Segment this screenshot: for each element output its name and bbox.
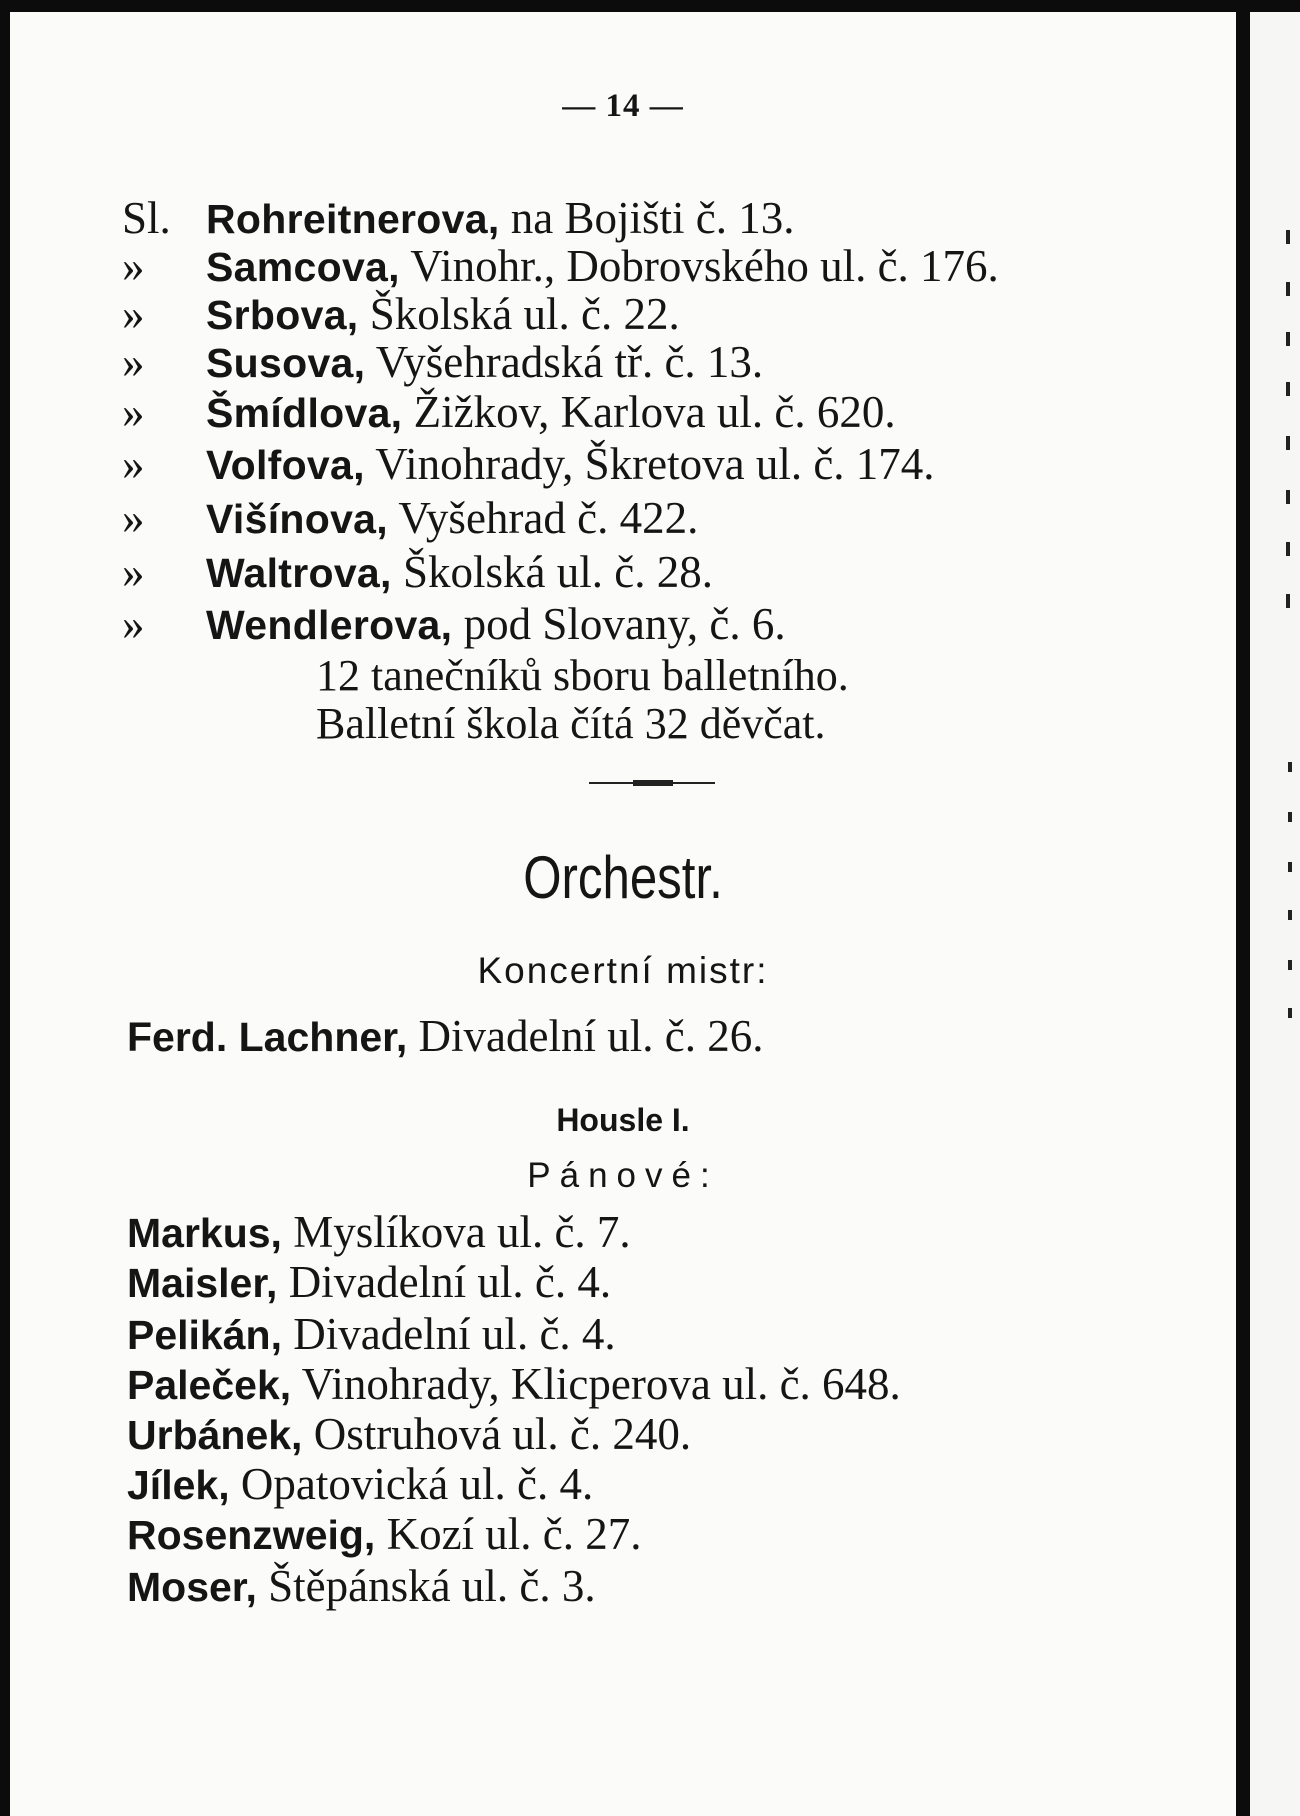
dancer-address: na Bojišti č. 13. (510, 193, 795, 243)
musician-address: Ostruhová ul. č. 240. (313, 1409, 692, 1459)
adjacent-page-mark (1286, 282, 1290, 296)
concertmaster-address: Divadelní ul. č. 26. (418, 1011, 764, 1061)
list-item (127, 1309, 616, 1359)
dancer-address: Žižkov, Karlova ul. č. 620. (413, 387, 896, 437)
list-item (127, 1509, 642, 1559)
musician-name: Moser, (127, 1564, 257, 1610)
list-marker: Sl. (122, 193, 171, 243)
musician-name: Rosenzweig, (127, 1512, 376, 1558)
list-item (122, 337, 764, 387)
adjacent-page-mark (1286, 490, 1290, 504)
musician-name: Jílek, (127, 1462, 230, 1508)
dancer-name: Višínova, (206, 496, 388, 542)
musician-name: Urbánek, (127, 1412, 303, 1458)
dancer-address: Vinohrady, Škretova ul. č. 174. (375, 439, 935, 489)
list-marker: » (122, 599, 145, 649)
dancer-name: Samcova, (206, 244, 400, 290)
dancer-name: Susova, (206, 340, 366, 386)
list-item (127, 1409, 692, 1459)
dancer-name: Rohreitnerova, (206, 196, 500, 242)
list-item (127, 1257, 612, 1307)
adjacent-page-mark (1286, 436, 1290, 450)
list-item (122, 493, 699, 543)
adjacent-page-mark (1286, 230, 1290, 244)
musician-address: Divadelní ul. č. 4. (293, 1309, 616, 1359)
dancer-address: pod Slovany, č. 6. (463, 599, 786, 649)
dancer-name: Srbova, (206, 292, 359, 338)
list-item (122, 289, 680, 339)
list-item (122, 547, 713, 597)
adjacent-page-mark (1288, 960, 1292, 970)
dancer-address: Školská ul. č. 28. (402, 547, 713, 597)
concertmaster-entry (127, 1011, 764, 1061)
musician-address: Myslíkova ul. č. 7. (293, 1207, 631, 1257)
musician-address: Divadelní ul. č. 4. (288, 1257, 612, 1307)
dancer-name: Wendlerova, (206, 602, 453, 648)
list-item (127, 1207, 631, 1257)
list-item (127, 1561, 596, 1611)
adjacent-page-mark (1286, 382, 1290, 396)
adjacent-page-mark (1286, 332, 1290, 346)
concertmaster-name: Ferd. Lachner, (127, 1014, 408, 1060)
dancer-name: Waltrova, (206, 550, 392, 596)
list-item (122, 193, 795, 243)
adjacent-page-mark (1288, 762, 1292, 772)
adjacent-page-edge (1250, 12, 1300, 1816)
musician-address: Vinohrady, Klicperova ul. č. 648. (301, 1359, 901, 1409)
musician-name: Pelikán, (127, 1312, 282, 1358)
ballet-school-note: Balletní škola čítá 32 děvčat. (316, 699, 826, 748)
dancer-name: Volfova, (206, 442, 365, 488)
ballet-dancers-note: 12 tanečníků sboru balletního. (316, 651, 849, 700)
list-marker: » (122, 337, 145, 387)
list-marker: » (122, 547, 145, 597)
adjacent-page-mark (1286, 542, 1290, 556)
list-item (122, 241, 999, 291)
book-page (10, 12, 1236, 1816)
musician-name: Maisler, (127, 1260, 278, 1306)
list-marker: » (122, 241, 145, 291)
musician-name: Paleček, (127, 1362, 292, 1408)
section-divider (589, 782, 715, 784)
dancer-address: Vyšehradská tř. č. 13. (375, 337, 764, 387)
list-marker: » (122, 387, 145, 437)
adjacent-page-mark (1288, 1008, 1292, 1018)
dancer-address: Vinohr., Dobrovského ul. č. 176. (410, 241, 999, 291)
dancer-name: Šmídlova, (206, 390, 403, 436)
dancer-address: Vyšehrad č. 422. (398, 493, 699, 543)
page-gutter (1236, 12, 1250, 1816)
musician-address: Kozí ul. č. 27. (386, 1509, 642, 1559)
orchestra-heading: Orchestr. (523, 844, 723, 911)
list-item (122, 387, 896, 437)
adjacent-page-mark (1286, 594, 1290, 608)
list-marker: » (122, 439, 145, 489)
concertmaster-label: Koncertní mistr: (477, 950, 769, 991)
musician-address: Štěpánská ul. č. 3. (268, 1561, 596, 1611)
section-title: Housle I. (556, 1102, 690, 1138)
list-item (127, 1359, 901, 1409)
adjacent-page-mark (1288, 862, 1292, 872)
adjacent-page-mark (1288, 910, 1292, 920)
page-number: — 14 — (562, 88, 684, 124)
list-item (127, 1459, 594, 1509)
list-marker: » (122, 493, 145, 543)
musician-address: Opatovická ul. č. 4. (240, 1459, 594, 1509)
list-item (122, 439, 935, 489)
musician-name: Markus, (127, 1210, 282, 1256)
list-marker: » (122, 289, 145, 339)
adjacent-page-mark (1288, 812, 1292, 822)
dancer-address: Školská ul. č. 22. (369, 289, 680, 339)
gentlemen-label: Pánové: (527, 1156, 719, 1195)
list-item (122, 599, 786, 649)
